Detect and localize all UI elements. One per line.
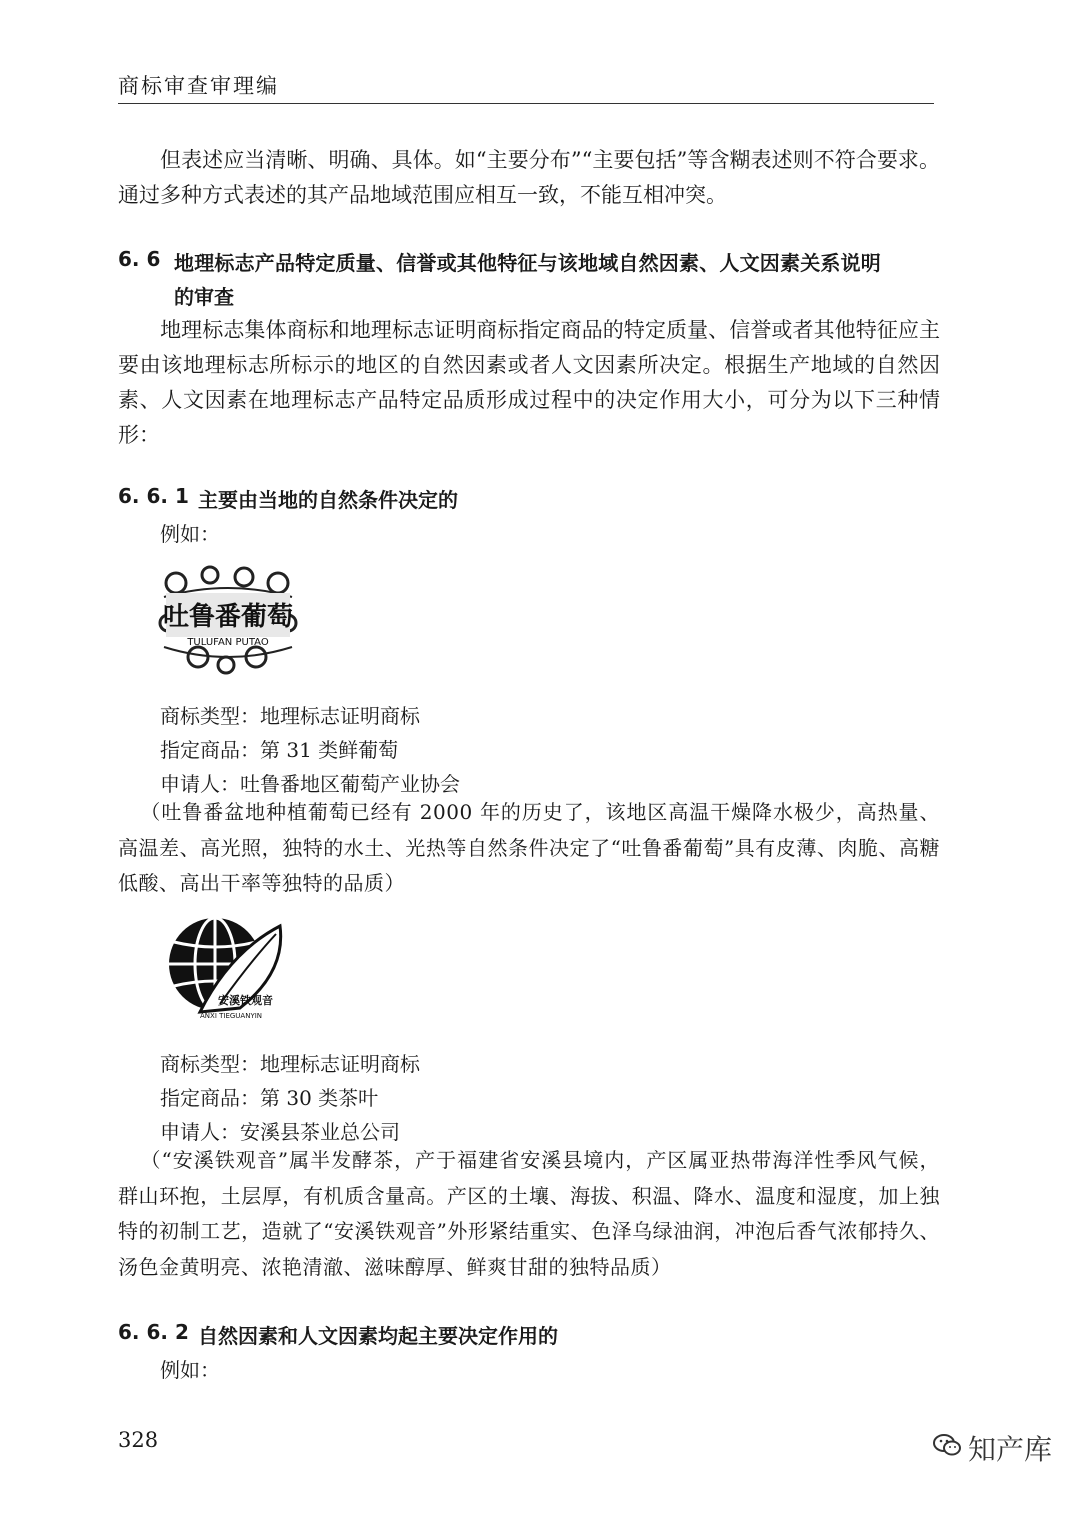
anxi-tieguanyin-trademark-logo xyxy=(160,912,290,1024)
turpan-logo-subtext: TULUFAN PUTAO xyxy=(187,637,269,648)
running-head: 商标审查审理编 xyxy=(118,74,279,98)
intro-paragraph xyxy=(118,143,940,213)
section-6-6-1-number: 6. 6. 1 xyxy=(118,484,189,508)
anxi-logo-subtext: ANXI TIEGUANYIN xyxy=(200,1012,263,1020)
mark2-note-text: （“安溪铁观音”属半发酵茶，产于福建省安溪县境内，产区属亚热带海洋性季风气候，群山环抱，土层厚，有机质含量高。产区的土壤、海拔、积温、降水、温度和湿度，加上独特的初制工艺，造就了“安溪铁观音”外形紧结重实、色泽乌绿油润，冲泡后香气浓郁持久、汤色金黄明亮、浓艳清澈、滋味醇厚、鲜爽甘甜的独特品质） xyxy=(118,1148,940,1279)
mark2-goods-line: 指定商品：第 30 类茶叶 xyxy=(160,1086,379,1110)
section-6-6-paragraph xyxy=(118,313,940,453)
section-6-6-2-title: 自然因素和人文因素均起主要决定作用的 xyxy=(198,1324,558,1348)
mark1-note xyxy=(118,795,940,902)
page-number: 328 xyxy=(118,1428,159,1452)
section-6-6-paragraph-text: 地理标志集体商标和地理标志证明商标指定商品的特定质量、信誉或者其他特征应主要由该地理标志所标示的地区的自然因素或者人文因素所决定。根据生产地域的自然因素、人文因素在地理标志产品特定品质形成过程中的决定作用大小，可分为以下三种情形： xyxy=(118,318,940,447)
turpan-grape-trademark-logo xyxy=(158,565,298,675)
turpan-logo-text: 吐鲁番葡萄 xyxy=(162,602,294,632)
mark2-type-line: 商标类型：地理标志证明商标 xyxy=(160,1052,420,1076)
mark1-type-line: 商标类型：地理标志证明商标 xyxy=(160,704,420,728)
section-6-6-number: 6. 6 xyxy=(118,247,161,271)
mark1-goods-line: 指定商品：第 31 类鲜葡萄 xyxy=(160,738,399,762)
example-label: 例如： xyxy=(160,522,220,546)
mark2-note xyxy=(118,1143,940,1285)
section-6-6-2-number: 6. 6. 2 xyxy=(118,1320,189,1344)
section-6-6-title-line2: 的审查 xyxy=(174,285,234,309)
header-rule xyxy=(118,103,934,104)
mark2-applicant-line: 申请人：安溪县茶业总公司 xyxy=(160,1120,400,1144)
anxi-logo-text: 安溪铁观音 xyxy=(218,994,273,1007)
watermark-text: 知产库 xyxy=(968,1433,1053,1466)
example-label-2: 例如： xyxy=(160,1358,220,1382)
mark1-note-text: （吐鲁番盆地种植葡萄已经有 2000 年的历史了，该地区高温干燥降水极少，高热量、高温差、高光照，独特的水土、光热等自然条件决定了“吐鲁番葡萄”具有皮薄、肉脆、高糖低酸、高出干率等独特的品质） xyxy=(118,800,940,895)
intro-paragraph-text: 但表述应当清晰、明确、具体。如“主要分布”“主要包括”等含糊表述则不符合要求。通过多种方式表述的其产品地域范围应相互一致，不能互相冲突。 xyxy=(118,148,940,207)
wechat-icon xyxy=(932,1432,962,1465)
section-6-6-title-line1: 地理标志产品特定质量、信誉或其他特征与该地域自然因素、人文因素关系说明 xyxy=(174,251,881,275)
watermark xyxy=(932,1428,1052,1468)
mark1-applicant-line: 申请人：吐鲁番地区葡萄产业协会 xyxy=(160,772,460,796)
section-6-6-1-title: 主要由当地的自然条件决定的 xyxy=(198,488,458,512)
